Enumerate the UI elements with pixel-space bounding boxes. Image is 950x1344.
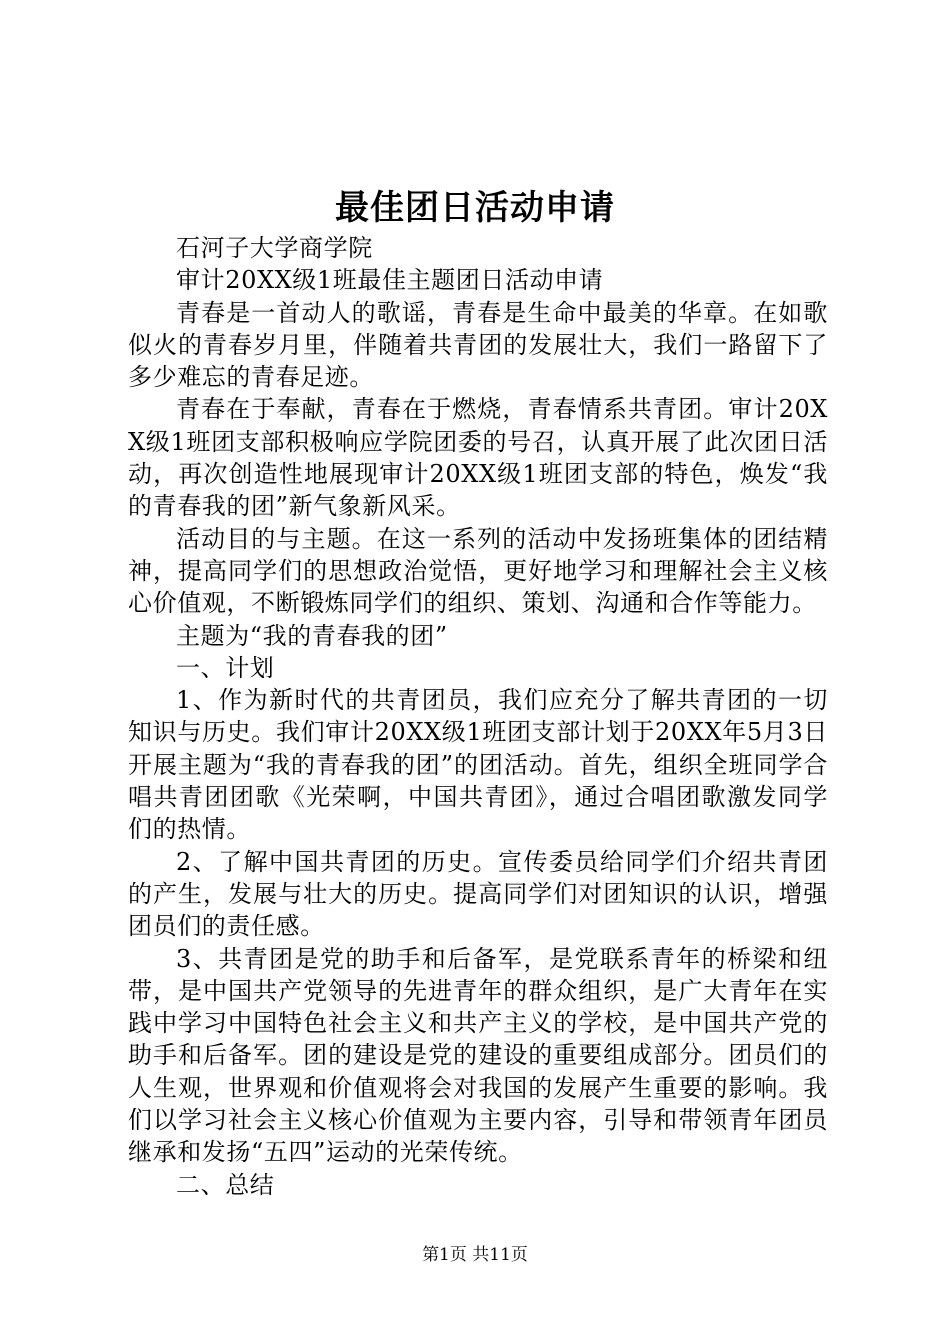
paragraph-plan-item-3: 3、共青团是党的助手和后备军，是党联系青年的桥梁和纽带，是中国共产党领导的先进青年的群众组织，是广大青年在实践中学习中国特色社会主义和共产主义的学校，是中国共产党的助手和后备军。团的建设是党的建设的重要组成部分。团员们的人生观，世界观和价值观将会对我国的发展产生重要的影响。我们以学习社会主义核心价值观为主要内容，引导和带领青年团员继承和发扬“五四”运动的光荣传统。: [128, 944, 828, 1167]
paragraph-class-application: 审计20XX级1班最佳主题团日活动申请: [176, 266, 604, 295]
section-heading-summary: 二、总结: [176, 1170, 275, 1199]
section-heading-plan: 一、计划: [176, 653, 275, 682]
paragraph-school: 石河子大学商学院: [176, 234, 373, 262]
document-body: [128, 232, 828, 1201]
paragraph-intro-youth: 青春是一首动人的歌谣，青春是生命中最美的华章。在如歌似火的青春岁月里，伴随着共青团的发展壮大，我们一路留下了多少难忘的青春足迹。: [128, 298, 828, 392]
paragraph-plan-item-2: 2、了解中国共青团的历史。宣传委员给同学们介绍共青团的产生，发展与壮大的历史。提高同学们对团知识的认识，增强团员们的责任感。: [128, 847, 828, 941]
page-number-footer: 第1页 共11页: [422, 1245, 528, 1265]
document-title: 最佳团日活动申请: [335, 188, 615, 228]
paragraph-theme: 主题为“我的青春我的团”: [176, 621, 448, 650]
paragraph-purpose: 活动目的与主题。在这一系列的活动中发扬班集体的团结精神，提高同学们的思想政治觉悟，更好地学习和理解社会主义核心价值观，不断锻炼同学们的组织、策划、沟通和合作等能力。: [128, 524, 828, 618]
paragraph-plan-item-1: 1、作为新时代的共青团员，我们应充分了解共青团的一切知识与历史。我们审计20XX级1班团支部计划于20XX年5月3日开展主题为“我的青春我的团”的团活动。首先，组织全班同学合唱共青团团歌《光荣啊，中国共青团》，通过合唱团歌激发同学们的热情。: [128, 686, 828, 844]
paragraph-dedication: 青春在于奉献，青春在于燃烧，青春情系共青团。审计20XX级1班团支部积极响应学院团委的号召，认真开展了此次团日活动，再次创造性地展现审计20XX级1班团支部的特色，焕发“我的青春我的团”新气象新风采。: [128, 395, 828, 521]
